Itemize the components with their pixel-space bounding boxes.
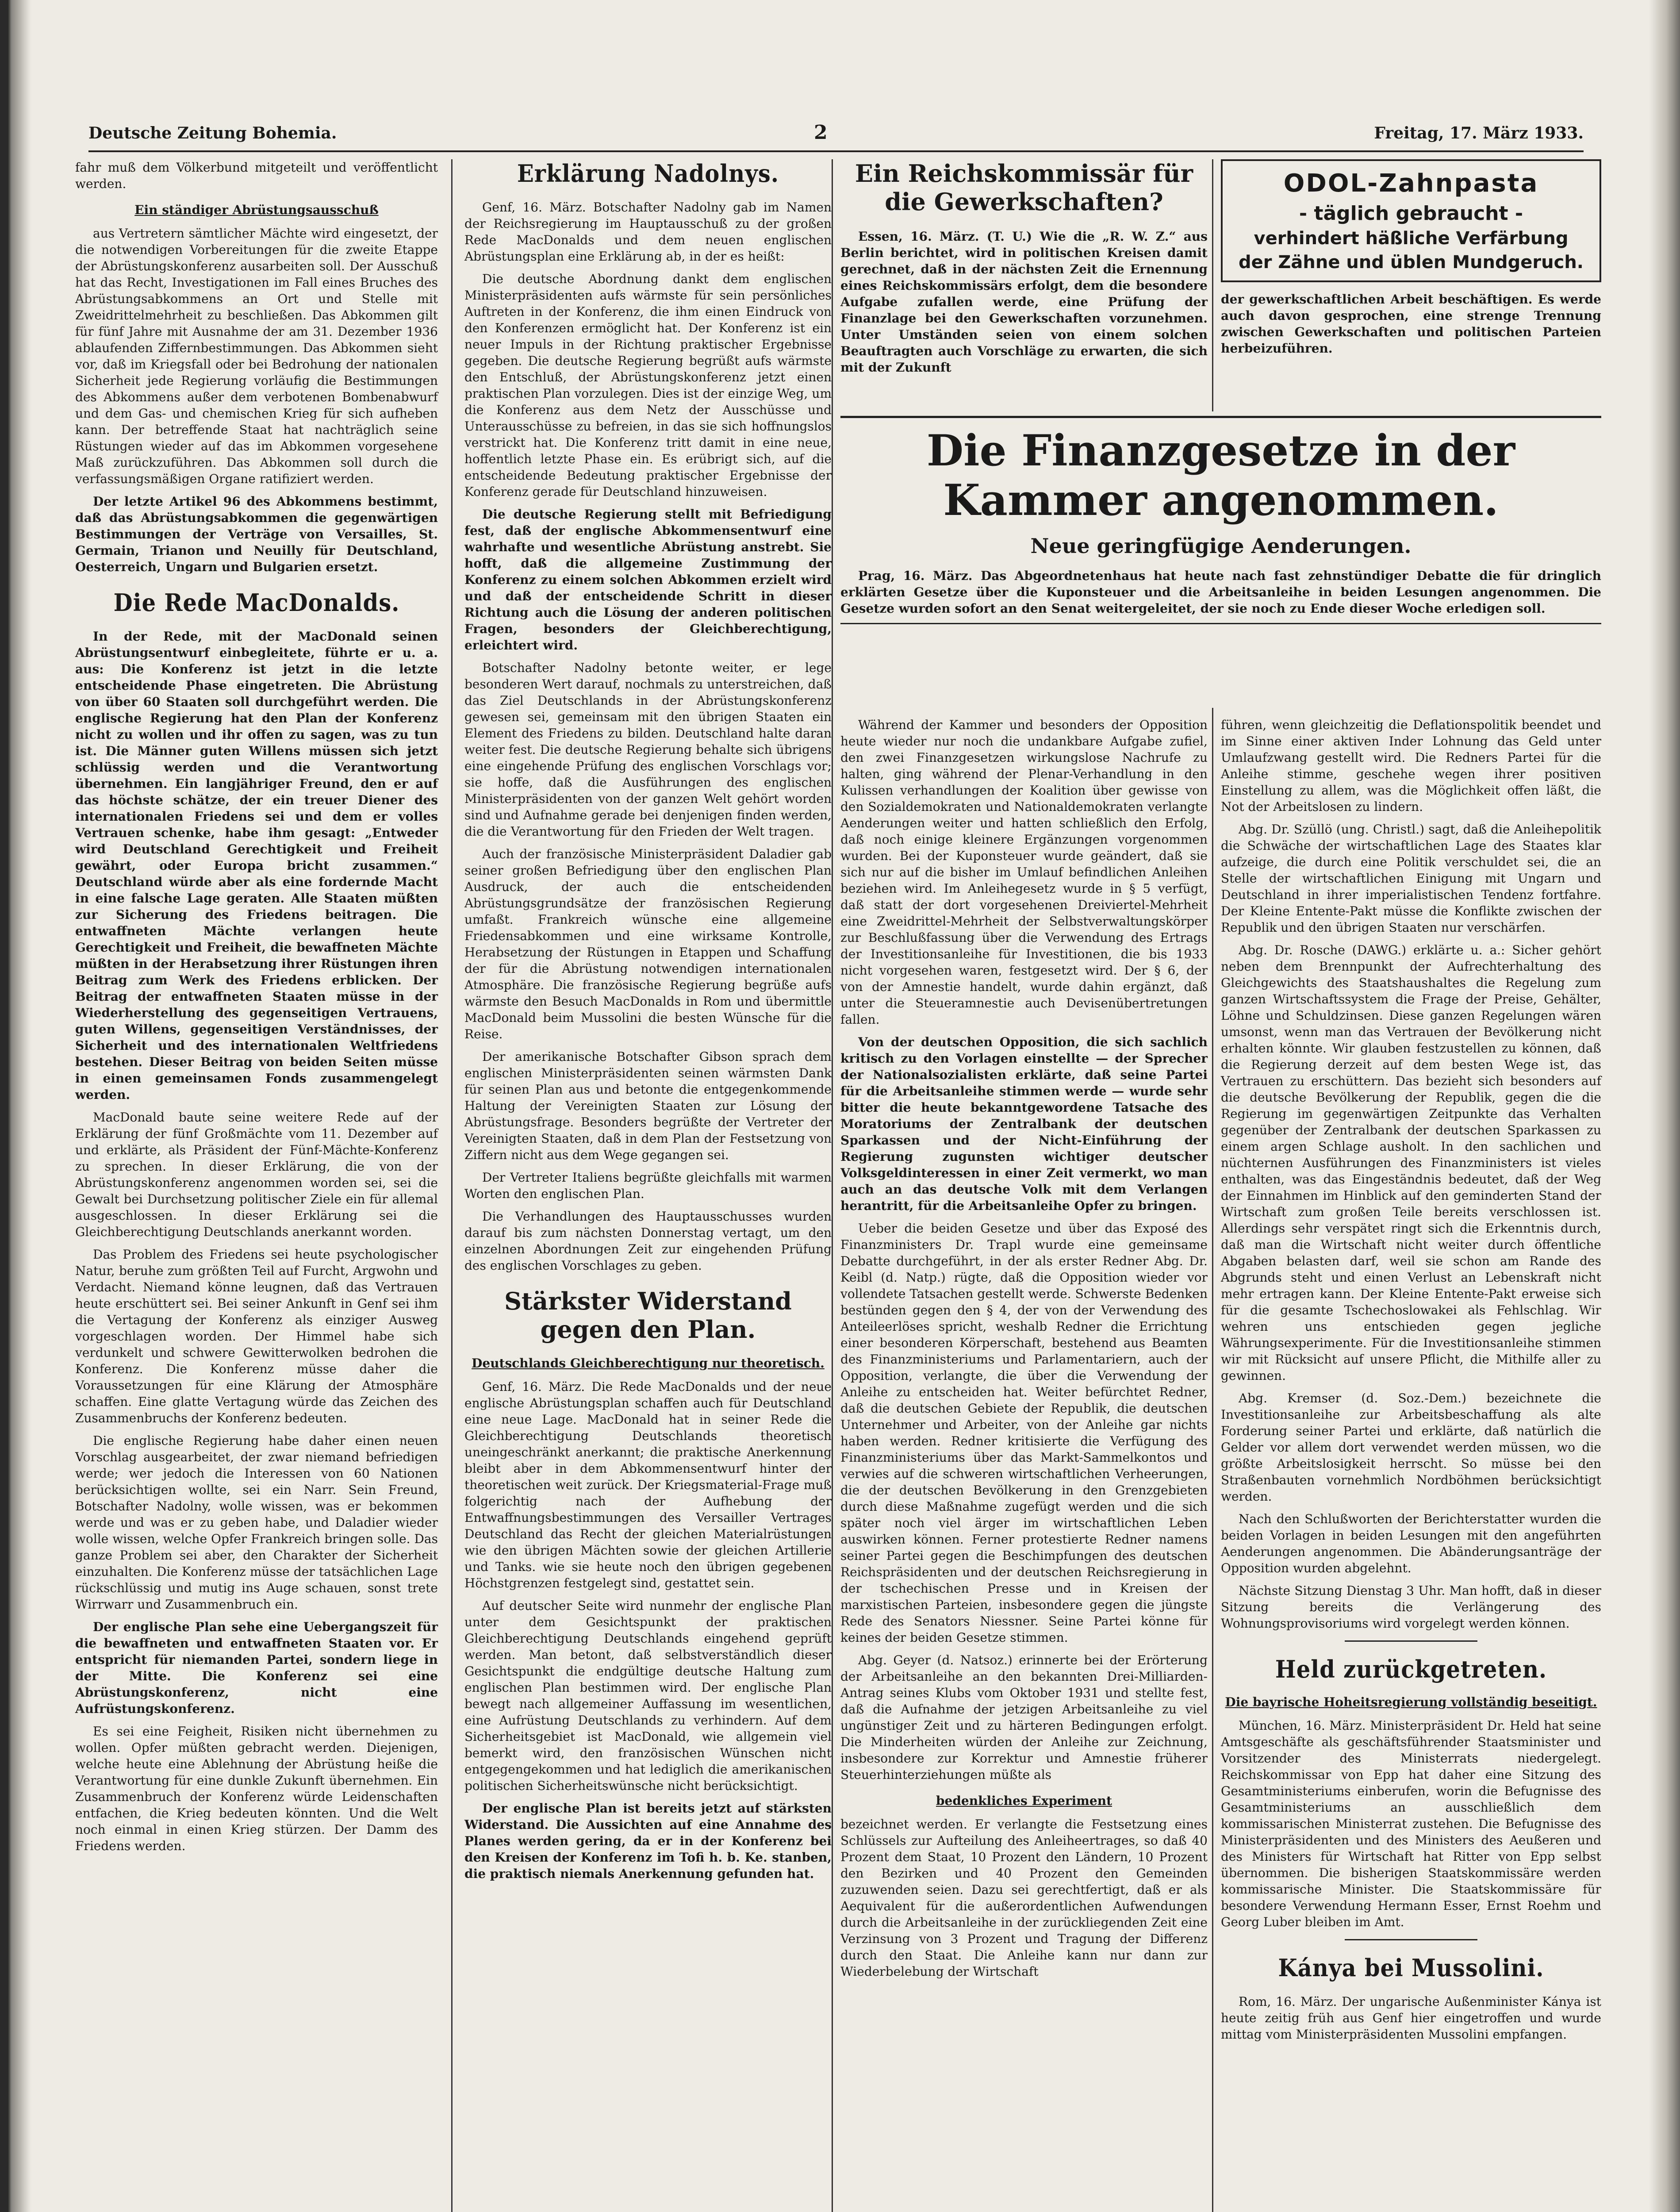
article-headline: Kánya bei Mussolini. [1278, 1954, 1544, 1982]
article-paragraph: Nach den Schlußworten der Berichterstatter wurden die beiden Vorlagen in beiden Lesungen mit den angeführten Aenderungen angenommen. Die Abänderungsanträge der Opposition wurden abgelehnt. [1221, 1512, 1601, 1575]
article-paragraph: Es sei eine Feigheit, Risiken nicht übernehmen zu wollen. Opfer müßten gebracht werden. Diejenigen, welche heute eine Ablehnung der Abrüstung heiße die Verantwortung für eine dunkle Zukunft übernehmen. Ein Zusammenbruch der Konferenz würde Leidenschaften entfachen, die Krieg bedeuten könnten. Und die Welt noch einmal in einen Krieg stürzen. Der Damm des Friedens werden. [75, 1724, 438, 1853]
article-paragraph: Das Problem des Friedens sei heute psychologischer Natur, beruhe zum größten Teil auf Furcht, Argwohn und Verdacht. Niemand könne leugnen, daß das Vertrauen heute erschüttert sei. Bei seiner Ankunft in Genf sei ihm die Vertagung der Konferenz als einziger Ausweg vorgeschlagen worden. Der Himmel habe sich verdunkelt und schwere Gewitterwolken bedrohen die Konferenz. Die Konferenz müsse daher die Voraussetzungen für eine Klärung der Atmosphäre schaffen. Eine glatte Vertagung würde das Zeichen des Zusammenbruchs der Konferenz bedeuten. [75, 1247, 438, 1425]
section-subheading: Deutschlands Gleichberechtigung nur theoretisch. [472, 1356, 825, 1371]
banner-headline: Die Finanzgesetze in der Kammer angenommen. [926, 426, 1515, 525]
ad-line: verhindert häßliche Verfärbung [1254, 228, 1569, 249]
article-paragraph: Auf deutscher Seite wird nunmehr der englische Plan unter dem Gesichtspunkt der praktischen Gleichberechtigung Deutschlands eingehend geprüft werden. Man betont, daß selbstverständlich dieser Gesichtspunkt die endgültige deutsche Haltung zum englischen Plan bestimmen wird. Der englische Plan bewegt nach allgemeiner Auffassung im wesentlichen, eine Aufrüstung Deutschlands zu verhindern. Auf dem Sicherheitsgebiet ist MacDonald, wie allgemein viel bemerkt wird, den französischen Wünschen nicht entgegengekommen und hat lediglich die amerikanischen politischen Sicherheitswünsche nicht berücksichtigt. [464, 1598, 832, 1793]
column-4 [1221, 717, 1601, 2049]
section-divider [1345, 1640, 1477, 1642]
ad-line: der Zähne und üblen Mundgeruch. [1238, 252, 1584, 273]
article-paragraph: MacDonald baute seine weitere Rede auf der Erklärung der fünf Großmächte vom 11. Dezember auf und erklärte, als Präsident der Fünf-Mächte-Konferenz zu sprechen. In dieser Erklärung, die von der Abrüstungskonferenz angenommen worden sei, sei die Gewalt bei Durchsetzung politischer Ziele ein für allemal ausgeschlossen. In dieser Erklärung sei die Gleichberechtigung Deutschlands anerkannt worden. [75, 1110, 438, 1239]
article-paragraph: Abg. Dr. Szüllö (ung. Christl.) sagt, daß die Anleihepolitik die Schwäche der wirtschaftlichen Lage des Staates klar aufzeige, die durch eine Politik verschuldet sei, die an Stelle der wirtschaftlichen Einigung mit Ungarn und Deutschland in ihrer imperialistischen Tendenz fortfahre. Der Kleine Entente-Pakt müsse die Konflikte zwischen der Republik und den übrigen Staaten nur verschärfen. [1221, 822, 1601, 935]
ad-line: - täglich gebraucht - [1299, 202, 1523, 225]
article-paragraph: Die deutsche Regierung stellt mit Befriedigung fest, daß der englische Abkommensentwurf eine wahrhafte und wesentliche Abrüstung anstrebt. Sie hofft, daß die allgemeine Zustimmung der Konferenz zu einem solchen Abkommen erzielt wird und daß der entscheidende Schritt in dieser Richtung auch die Lösung der anderen politischen Fragen, besonders der Gleichberechtigung, erleichtert wird. [464, 507, 832, 653]
section-divider [1345, 1939, 1477, 1940]
article-headline: Die Rede MacDonalds. [113, 588, 400, 617]
column-2 [464, 159, 832, 1888]
column-rule [451, 159, 453, 2212]
article-paragraph: Der englische Plan ist bereits jetzt auf stärksten Widerstand. Die Aussichten auf eine Annahme des Planes werden gering, da er in der Konferenz bei den Kreisen der Konferenz im Tofi h. b. Ke. stanben, die praktisch niemals Anerkennung gefunden hat. [464, 1801, 832, 1881]
article-paragraph: Auch der französische Ministerpräsident Daladier gab seiner großen Befriedigung über den englischen Plan Ausdruck, der auch die entscheidenden Abrüstungsgrundsätze der französischen Regierung umfaßt. Frankreich wünsche eine allgemeine Friedensabkommen und eine wirksame Kontrolle, Herabsetzung der Rüstungen in Etappen und Schaffung der für die Abrüstung notwendigen internationalen Atmosphäre. Die französische Regierung begrüße aufs wärmste den Besuch MacDonalds in Rom und übermittle MacDonald beim Mussolini die besten Wünsche für die Reise. [464, 847, 832, 1041]
article-paragraph: München, 16. März. Ministerpräsident Dr. Held hat seine Amtsgeschäfte als geschäftsführender Staatsminister und Vorsitzender des Ministerrats niedergelegt. Reichskommissar von Epp hat daher eine Sitzung des Gesamtministeriums einberufen, worin die Befugnisse des Gesamtministeriums an ausschließlich dem kommissarischen Ministerrat zustehen. Die Befugnisse des Ministerpräsidenten und des Ministers des Aeußeren und des Ministers für Wirtschaft hat Ritter von Epp selbst übernommen. Die bisherigen Staatskommissäre werden kommissarische Minister. Die Staatskommissäre für besondere Verwendung Hermann Esser, Ernst Roehm und Georg Luber bleiben im Amt. [1221, 1718, 1601, 1929]
article-paragraph: fahr muß dem Völkerbund mitgeteilt und veröffentlicht werden. [75, 160, 438, 191]
article-paragraph: der gewerkschaftlichen Arbeit beschäftigen. Es werde auch davon gesprochen, eine strenge Trennung zwischen Gewerkschaften und politischen Parteien herbeizuführen. [1221, 292, 1601, 356]
column-rule [832, 159, 833, 2212]
odol-advertisement [1221, 159, 1601, 282]
column-3 [840, 717, 1208, 1986]
article-paragraph: Abg. Dr. Rosche (DAWG.) erklärte u. a.: Sicher gehört neben dem Brennpunkt der Aufrechterhaltung des Gleichgewichts des Staatshaushaltes die Regelung zum ganzen Wirtschaftssystem die Frage der Preise, Gehälter, Löhne und Schuldzinsen. Diese ganzen Regelungen wären umsonst, wenn man das Vertrauen der Bevölkerung nicht erhalten könnte. Wir glauben festzustellen zu können, daß die Regierung derzeit auf dem besten Wege ist, das Vertrauen zu erschüttern. Das bezieht sich besonders auf die deutsche Bevölkerung der Republik, gegen die die Regierung im gegenwärtigen Zeitpunkte das Verhalten gegenüber der Zentralbank der deutschen Sparkassen zu einem argen Schlage ausholt. In den sachlichen und nüchternen Ausführungen des Finanzministers ist vieles enthalten, was das Eingeständnis bedeutet, daß der Weg der Einnahmen im Hinblick auf den geminderten Stand der Wirtschaft zum großen Teile bereits verschlossen ist. Allerdings sehr verspätet ringt sich die Erkenntnis durch, daß man die Wirtschaft nicht weiter durch öffentliche Abgaben belasten darf, weil sie schon am Rande des Abgrunds steht und einen Verlust an Lebenskraft nicht mehr ertragen kann. Der Kleine Entente-Pakt erweise sich für die gesamte Tschechoslowakei als Fehlschlag. Wir wehren uns entschieden gegen jegliche Währungsexperimente. Für die Investitionsanleihe stimmen wir mit Rücksicht auf unsere Pflicht, die Mithilfe aller zu gewinnen. [1221, 943, 1601, 1383]
section-subheading: Die bayrische Hoheitsregierung vollständig beseitigt. [1225, 1695, 1597, 1709]
banner-lead: Prag, 16. März. Das Abgeordnetenhaus hat heute nach fast zehnstündiger Debatte die für dringlich erklärten Gesetze über die Kuponsteuer und die Arbeitsanleihe in beiden Lesungen angenommen. Die Gesetze wurden sofort an den Senat weitergeleitet, der sie noch zu Ende dieser Woche erledigen soll. [840, 568, 1601, 616]
article-paragraph: führen, wenn gleichzeitig die Deflationspolitik beendet und im Sinne einer aktiven Inder Lohnung das Geld unter Umlaufzwang gestellt wird. Die Redners Partei für die Anleihe stimme, geschehe wegen ihrer positiven Einstellung zu allem, was die Möglichkeit offen läßt, die Not der Arbeitslosen zu lindern. [1221, 718, 1601, 814]
column-3-top [840, 159, 1208, 382]
article-paragraph: Abg. Geyer (d. Natsoz.) erinnerte bei der Erörterung der Arbeitsanleihe an den bekannten Drei-Milliarden-Antrag seines Klubs vom Oktober 1931 und stellte fest, daß die Aufnahme der jetzigen Arbeitsanleihe zu viel ungünstiger Zeit und zu härteren Bedingungen erfolgt. Die Minderheiten würden der Anleihe zur Zeichnung, insbesondere zur Korrektur und Amnestie früherer Steuerhinterziehungen müßte als [840, 1653, 1208, 1782]
column-4-top [1221, 159, 1601, 363]
page-edge-shadow [1649, 0, 1680, 2212]
article-paragraph: Der Vertreter Italiens begrüßte gleichfalls mit warmen Worten den englischen Plan. [464, 1170, 832, 1201]
article-paragraph: Genf, 16. März. Die Rede MacDonalds und der neue englische Abrüstungsplan schaffen auch für Deutschland eine neue Lage. MacDonald hat in seiner Rede die Gleichberechtigung Deutschlands theoretisch uneingeschränkt anerkannt; die praktische Anerkennung bleibt aber in dem Abkommensentwurf hinter der theoretischen weit zurück. Der Kriegsmaterial-Frage muß folgerichtig nach der Aufhebung der Entwaffnungsbestimmungen des Versailler Vertrages Deutschland das Recht der gleichen Materialrüstungen wie den übrigen Mächten sowie der gleichen Artillerie und Tanks. wie sie heute noch den übrigen gegebenen Höchstgrenzen festgelegt sind, gestattet sein. [464, 1379, 832, 1590]
section-subheading: Ein ständiger Abrüstungsausschuß [134, 203, 379, 217]
page-binding-shadow [0, 0, 31, 2212]
article-headline: Held zurückgetreten. [1275, 1655, 1547, 1683]
article-headline: Stärkster Widerstand gegen den Plan. [504, 1287, 792, 1344]
article-headline: Ein Reichskommissär für die Gewerkschaften? [855, 159, 1193, 216]
ad-brand: ODOL-Zahnpasta [1283, 169, 1539, 198]
article-paragraph: Essen, 16. März. (T. U.) Wie die „R. W. Z.“ aus Berlin berichtet, wird in politischen Kreisen damit gerechnet, daß in der nächsten Zeit die Ernennung eines Reichskommissärs erfolgt, dem die besondere Aufgabe zufallen werde, eine Prüfung der Finanzlage bei den Gewerkschaften vorzunehmen. Unter Umständen seien von einem solchen Beauftragten auch Vorschläge zu erwarten, die sich mit der Zukunft [840, 229, 1208, 375]
article-paragraph: Während der Kammer und besonders der Opposition heute wieder nur noch die undankbare Aufgabe zufiel, den zwei Finanzgesetzen wirkungslose Nachrufe zu halten, ging während der Plenar-Verhandlung in den Kulissen verhandlungen der Koalition über gewisse von den Sozialdemokraten und Nationaldemokraten verlangte Aenderungen weiter und hatten schließlich den Erfolg, daß noch einige kleinere Ergänzungen vorgenommen wurden. Bei der Kuponsteuer wurde geändert, daß sie sich nur auf die bisher im Umlauf befindlichen Anleihen beziehen wird. Im Anleihegesetz wurde in § 5 verfügt, daß statt der dort vorgesehenen Dreiviertel-Mehrheit eine Zweidrittel-Mehrheit der Selbstverwaltungskörper zur Beschlußfassung über die Verwendung des Ertrags der Investitionsanleihe für Investitionen, die bis 1933 nicht vorgesehen waren, festgesetzt wird. Der § 6, der von der Amnestie handelt, wurde dahin ergänzt, daß unter die Steueramnestie auch Devisenübertretungen fallen. [840, 718, 1208, 1027]
article-paragraph: Rom, 16. März. Der ungarische Außenminister Kánya ist heute zeitig früh aus Genf hier eingetroffen und wurde mittag vom Ministerpräsidenten Mussolini empfangen. [1221, 1994, 1601, 2042]
newspaper-title: Deutsche Zeitung Bohemia. [88, 124, 337, 142]
article-paragraph: Die deutsche Abordnung dankt dem englischen Ministerpräsidenten aufs wärmste für sein persönliches Auftreten in der Konferenz, die ihm einen Eindruck von den Konferenzen ermöglicht hat. Der Konferenz ist ein neuer Impuls in der Richtung praktischer Ergebnisse gegeben. Die deutsche Regierung begrüßt aufs wärmste den Entschluß, der Abrüstungskonferenz jetzt einen praktischen Plan vorzulegen. Dies ist der einzige Weg, um die Konferenz aus dem Netz der Ausschüsse und Unterausschüsse zu befreien, in das sie sich hoffnungslos verstrickt hat. Die Konferenz tritt damit in eine neue, hoffentlich letzte Phase ein. Es erübrigt sich, auf die entscheidende Bedeutung praktischer Ergebnisse der Konferenz gerade für Deutschland hinzuweisen. [464, 272, 832, 499]
article-paragraph: Die englische Regierung habe daher einen neuen Vorschlag ausgearbeitet, der zwar niemand befriedigen werde; wer jedoch die Interessen von 60 Nationen berücksichtigen wollte, sei ein Narr. Sein Freund, Botschafter Nadolny, wolle wissen, was er bekommen werde und was er zu geben habe, und Daladier wieder wolle wissen, welche Opfer Frankreich bringen solle. Das ganze Problem sei aber, den Charakter der Sicherheit einzuhalten. Die Konferenz müsse der tatsächlichen Lage rückschlüssig und mutig ins Auge schauen, sonst trete Wirrwarr und Zusammenbruch ein. [75, 1433, 438, 1612]
article-paragraph: bezeichnet werden. Er verlangte die Festsetzung eines Schlüssels zur Aufteilung des Anleiheertrages, so daß 40 Prozent dem Staat, 10 Prozent den Ländern, 10 Prozent den Bezirken und 40 Prozent den Gemeinden zuzuwenden seien. Dazu sei gerechtfertigt, daß er als Aequivalent für die außerordentlichen Aufwendungen durch die Arbeitsanleihe in der zurückliegenden Zeit eine Verzinsung von 3 Prozent und Tragung der Differenz durch den Staat. Die Anleihe kann nur dann zur Wiederbelebung der Wirtschaft [840, 1817, 1208, 1979]
page-number: 2 [814, 121, 828, 144]
finance-laws-banner [840, 416, 1601, 624]
article-paragraph: Der englische Plan sehe eine Uebergangszeit für die bewaffneten und entwaffneten Staaten vor. Er entspricht für niemanden Partei, sondern liege in der Mitte. Die Konferenz sei eine Abrüstungskonferenz, nicht eine Aufrüstungskonferenz. [75, 1620, 438, 1716]
article-paragraph: Genf, 16. März. Botschafter Nadolny gab im Namen der Reichsregierung im Hauptausschuß zu der großen Rede MacDonalds und dem neuen englischen Abrüstungsplan eine Erklärung ab, in der es heißt: [464, 200, 832, 264]
article-paragraph: Botschafter Nadolny betonte weiter, er lege besonderen Wert darauf, nochmals zu unterstreichen, daß das Ziel Deutschlands in der Abrüstungskonferenz gewesen sei, gemeinsam mit den übrigen Staaten ein Element des Friedens zu bilden. Deutschland halte daran weiter fest. Die deutsche Regierung behalte sich übrigens eine eingehende Prüfung des englischen Vorschlags vor; sie hoffe, daß die Ausführungen des englischen Ministerpräsidenten von der ganzen Welt gehört worden sind und Aufnahme gerade bei denjenigen finden werden, die die Verantwortung für den Frieden der Welt tragen. [464, 661, 832, 839]
column-rule [1212, 159, 1213, 411]
issue-date: Freitag, 17. März 1933. [1374, 124, 1584, 142]
article-paragraph: Ueber die beiden Gesetze und über das Exposé des Finanzministers Dr. Trapl wurde eine gemeinsame Debatte durchgeführt, in der als erster Redner Abg. Dr. Keibl (d. Natp.) rügte, daß die Opposition wieder vor vollendete Tatsachen gestellt werde. Schwerste Bedenken bestünden gegen den § 4, der von der Verwendung des Anteileerlöses spricht, weshalb Redner die Errichtung einer besonderen Körperschaft, bestehend aus Beamten des Finanzministeriums und Parlamentariern, auch der Opposition, verlangte, die über die Verwendung der Anleihe zu entscheiden hat. Weiter befürchtet Redner, daß die deutschen Gebiete der Republik, die deutschen Unternehmer und Arbeiter, von der Anleihe gar nichts haben werden. Redner kritisierte die Verfügung des Finanzministeriums über das Markt-Sammelkontos und verwies auf die schweren wirtschaftlichen Verheerungen, die der deutschen Bevölkerung in den Grenzgebieten durch diese Maßnahme zugefügt werden und die sich später noch viel ärger im wirtschaftlichen Leben auswirken können. Ferner protestierte Redner namens seiner Partei gegen die Beschimpfungen des deutschen Reichspräsidenten und der deutschen Reichsregierung in der tschechischen Presse und in Kreisen der marxistischen Parteien, insbesondere gegen die jüngste Rede des Senators Niessner. Seine Partei könne für keines der beiden Gesetze stimmen. [840, 1221, 1208, 1645]
column-1 [75, 159, 438, 1860]
article-paragraph: Nächste Sitzung Dienstag 3 Uhr. Man hofft, daß in dieser Sitzung bereits die Verlängerung des Wohnungsprovisoriums wird vorgelegt werden können. [1221, 1583, 1601, 1631]
column-rule [1212, 708, 1213, 2212]
article-paragraph: Abg. Kremser (d. Soz.-Dem.) bezeichnete die Investitionsanleihe zur Arbeitsbeschaffung als alte Forderung seiner Partei und erklärte, daß natürlich die Gelder vor allem dort verwendet werden müssen, wo die größte Arbeitslosigkeit herrscht. So müsse bei den Straßenbauten vornehmlich Nordböhmen berücksichtigt werden. [1221, 1391, 1601, 1504]
article-paragraph: Der letzte Artikel 96 des Abkommens bestimmt, daß das Abrüstungsabkommen die gegenwärtigen Bestimmungen der Verträge von Versailles, St. Germain, Trianon und Neuilly für Deutschland, Oesterreich, Ungarn und Bulgarien ersetzt. [75, 494, 438, 574]
article-paragraph: In der Rede, mit der MacDonald seinen Abrüstungsentwurf einbegleitete, führte er u. a. aus: Die Konferenz ist jetzt in die letzte entscheidende Phase eingetreten. Die Abrüstung von über 60 Staaten soll durchgeführt werden. Die englische Regierung hat den Plan der Konferenz nicht zu wollen und ihr offen zu sagen, was zu tun ist. Die Männer guten Willens müssen sich jetzt schlüssig werden und die Verantwortung übernehmen. Ein langjähriger Freund, den er auf das höchste schätze, der ein treuer Diener des internationalen Friedens sei und dem er volles Vertrauen schenke, habe ihm gesagt: „Entweder wird Deutschland Gerechtigkeit und Freiheit gewährt, oder Europa bricht zusammen.“ Deutschland würde aber als eine fordernde Macht in eine falsche Lage geraten. Alle Staaten müßten zur Sicherung des Friedens beitragen. Die entwaffneten Mächte verlangen heute Gerechtigkeit und Freiheit, die bewaffneten Mächte müßten in der Herabsetzung ihrer Rüstungen ihren Beitrag zum Werk des Friedens erblicken. Der Beitrag der entwaffneten Staaten müsse in der Wiederherstellung des gegenseitigen Vertrauens, guten Willens, gegenseitigen Verständnisses, der Sicherheit und des internationalen Weltfriedens bestehen. Dieser Beitrag von beiden Seiten müsse in einen gemeinsamen Fonds zusammengelegt werden. [75, 629, 438, 1102]
article-paragraph: Die Verhandlungen des Hauptausschusses wurden darauf bis zum nächsten Donnerstag vertagt, um den einzelnen Abordnungen Zeit zur eingehenden Prüfung des englischen Vorschlages zu geben. [464, 1209, 832, 1273]
article-headline: Erklärung Nadolnys. [517, 159, 779, 188]
article-paragraph: Von der deutschen Opposition, die sich sachlich kritisch zu den Vorlagen einstellte — der Sprecher der Nationalsozialisten erklärte, daß seine Partei für die Arbeitsanleihe stimmen werde — wurde sehr bitter die heute bekanntgewordene Tatsache des Moratoriums der Zentralbank der deutschen Sparkassen und der Nicht-Einführung der Regierung zugunsten wichtiger deutscher Volksgeldinteressen in einer Zeit vermerkt, wo man auch an das deutsche Volk mit dem Verlangen herantritt, für die Arbeitsanleihe Opfer zu bringen. [840, 1035, 1208, 1213]
section-subheading: bedenkliches Experiment [936, 1793, 1112, 1808]
page-header [88, 119, 1584, 152]
article-paragraph: aus Vertretern sämtlicher Mächte wird eingesetzt, der die notwendigen Vorbereitungen für die zweite Etappe der Abrüstungskonferenz ausarbeiten soll. Der Ausschuß hat das Recht, Investigationen im Fall eines Bruches des Abrüstungsabkommens an Ort und Stelle mit Zweidrittelmehrheit zu beschließen. Das Abkommen gilt für fünf Jahre mit Ausnahme der am 31. Dezember 1936 ablaufenden Ziffernbestimmungen. Das Abkommen sieht vor, daß im Kriegsfall oder bei Bedrohung der nationalen Sicherheit jede Regierung vorläufig die Bestimmungen des Abkommens außer dem verbotenen Bombenabwurf und dem Gas- und chemischen Krieg für sich aufheben kann. Der betreffende Staat hat nachträglich seine Rüstungen wieder auf das im Abkommen vorgesehene Maß zurückzuführen. Das Abkommen soll durch die verfassungsmäßigen Organe ratifiziert werden. [75, 226, 438, 486]
banner-subheading: Neue geringfügige Aenderungen. [1030, 534, 1412, 558]
article-paragraph: Der amerikanische Botschafter Gibson sprach dem englischen Ministerpräsidenten seinen wärmsten Dank für seinen Plan aus und betonte die entgegenkommende Haltung der Vereinigten Staaten zur Lösung der Abrüstungsfrage. Besonders begrüßte der Vertreter der Vereinigten Staaten, daß in dem Plan der Festsetzung von Ziffern nicht aus dem Wege gegangen sei. [464, 1049, 832, 1162]
